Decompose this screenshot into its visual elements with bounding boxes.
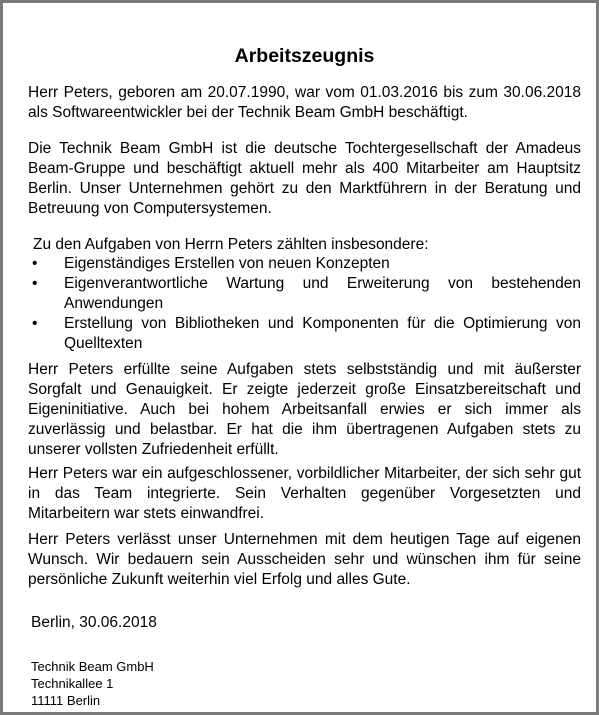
task-text: Erstellung von Bibliotheken und Komponenten für die Optimierung von Quelltexten — [64, 315, 581, 352]
list-item — [28, 254, 581, 274]
address-street: Technikallee 1 — [31, 676, 114, 691]
paragraph-farewell: Herr Peters verlässt unser Unternehmen mit dem heutigen Tage auf eigenen Wunsch. Wir bedauern sein Ausscheiden sehr und wünschen ihm für seine persönliche Zukunft weiterhin viel Erfolg und alles Gute. — [28, 531, 581, 588]
task-text: Eigenständiges Erstellen von neuen Konzepten — [64, 255, 390, 272]
tasks-list — [28, 254, 581, 354]
bullet-icon: • — [32, 255, 38, 272]
address-company: Technik Beam GmbH — [31, 659, 154, 674]
paragraph-employment: Herr Peters, geboren am 20.07.1990, war vom 01.03.2016 bis zum 30.06.2018 als Softwareentwickler bei der Technik Beam GmbH beschäftigt. — [28, 84, 581, 121]
list-item — [28, 274, 581, 314]
task-text: Eigenverantwortliche Wartung und Erweiterung von bestehenden Anwendungen — [64, 275, 581, 312]
place-date: Berlin, 30.06.2018 — [31, 614, 157, 631]
paragraph-company: Die Technik Beam GmbH ist die deutsche Tochtergesellschaft der Amadeus Beam-Gruppe und beschäftigt aktuell mehr als 400 Mitarbeiter am Hauptsitz Berlin. Unser Unternehmen gehört zu den Marktführern in der Beratung und Betreuung von Computersystemen. — [28, 140, 581, 217]
paragraph-behaviour: Herr Peters war ein aufgeschlossener, vorbildlicher Mitarbeiter, der sich sehr gut in das Team integrierte. Sein Verhalten gegenüber Vorgesetzten und Mitarbeitern war stets einwandfrei. — [28, 465, 581, 522]
bullet-icon: • — [32, 315, 38, 332]
tasks-intro: Zu den Aufgaben von Herrn Peters zählten insbesondere: — [33, 236, 429, 253]
document-title: Arbeitszeugnis — [234, 45, 375, 67]
paragraph-performance: Herr Peters erfüllte seine Aufgaben stets selbstständig und mit äußerster Sorgfalt und Genauigkeit. Er zeigte jederzeit große Einsatzbereitschaft und Eigeninitiative. Auch bei hohem Arbeitsanfall erwies er sich immer als zuverlässig und belastbar. Er hat die ihm übertragenen Aufgaben stets zu unserer vollsten Zufriedenheit erfüllt. — [28, 361, 581, 458]
list-item — [28, 314, 581, 354]
bullet-icon: • — [32, 275, 38, 292]
address-city: 11111 Berlin — [31, 693, 101, 708]
